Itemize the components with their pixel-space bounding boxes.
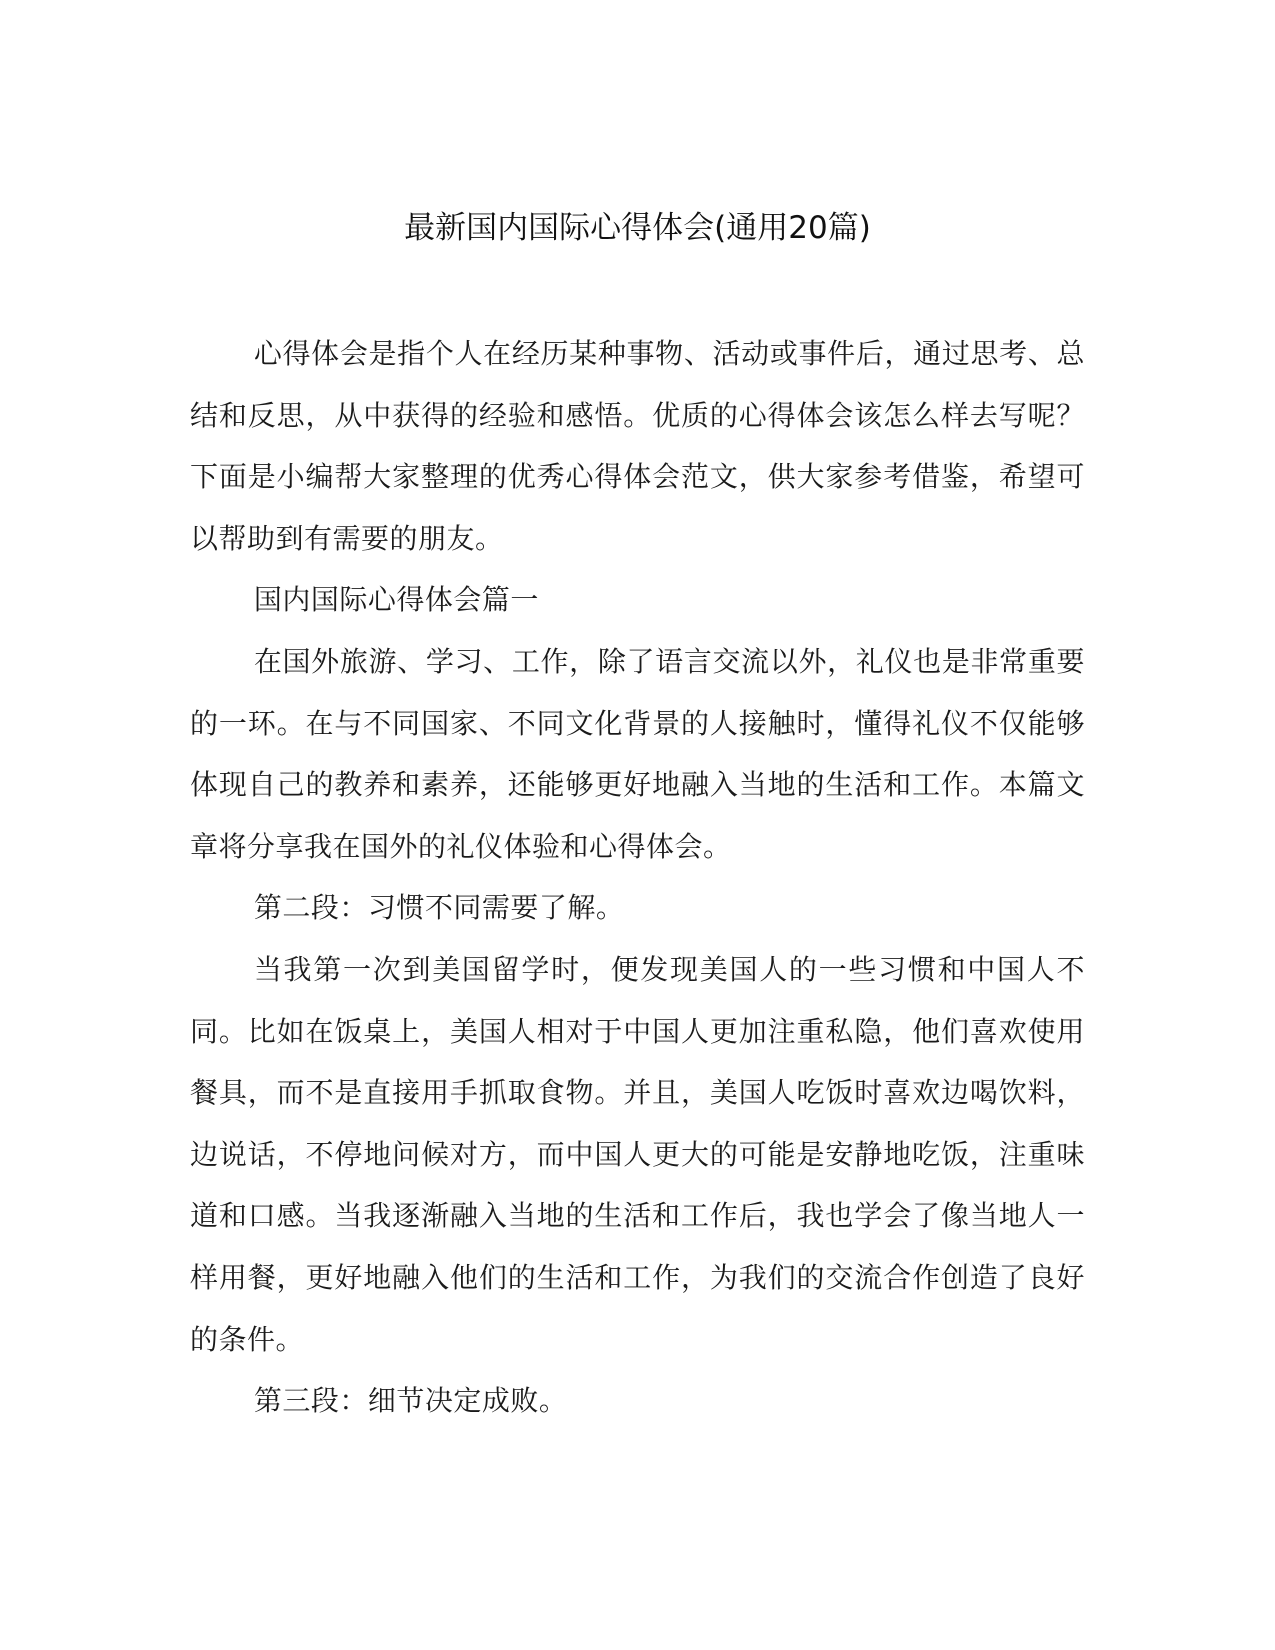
document-body (190, 323, 1085, 1432)
paragraph-habits: 当我第一次到美国留学时，便发现美国人的一些习惯和中国人不同。比如在饭桌上，美国人相对于中国人更加注重私隐，他们喜欢使用餐具，而不是直接用手抓取食物。并且，美国人吃饭时喜欢边喝饮料，边说话，不停地问候对方，而中国人更大的可能是安静地吃饭，注重味道和口感。当我逐渐融入当地的生活和工作后，我也学会了像当地人一样用餐，更好地融入他们的生活和工作，为我们的交流合作创造了良好的条件。 (190, 952, 1085, 1356)
paragraph-etiquette-intro: 在国外旅游、学习、工作，除了语言交流以外，礼仪也是非常重要的一环。在与不同国家、不同文化背景的人接触时，懂得礼仪不仅能够体现自己的教养和素养，还能够更好地融入当地的生活和工作。本篇文章将分享我在国外的礼仪体验和心得体会。 (190, 644, 1085, 863)
document-title: 最新国内国际心得体会(通用20篇) (404, 210, 871, 246)
section-heading-second: 第二段：习惯不同需要了解。 (253, 891, 625, 925)
section-heading-part-one: 国内国际心得体会篇一 (253, 583, 539, 617)
section-heading-third: 第三段：细节决定成败。 (253, 1384, 568, 1418)
intro-paragraph: 心得体会是指个人在经历某种事物、活动或事件后，通过思考、总结和反思，从中获得的经验和感悟。优质的心得体会该怎么样去写呢？下面是小编帮大家整理的优秀心得体会范文，供大家参考借鉴，希望可以帮助到有需要的朋友。 (190, 337, 1085, 555)
